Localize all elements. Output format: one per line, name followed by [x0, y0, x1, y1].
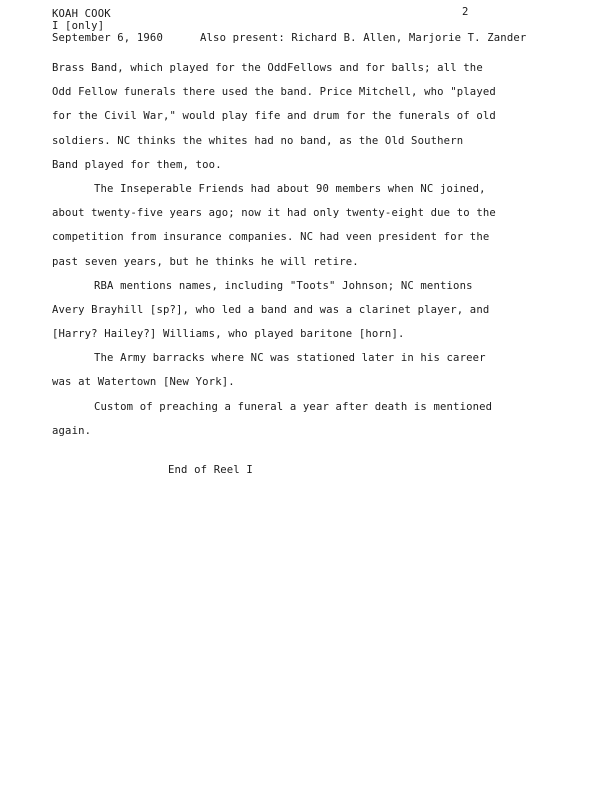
text-line: Avery Brayhill [sp?], who led a band and was a clarinet player, and — [52, 303, 490, 316]
text-line: The Inseperable Friends had about 90 members when NC joined, — [94, 182, 486, 195]
text-line: Band played for them, too. — [52, 158, 222, 171]
also-present: Also present: Richard B. Allen, Marjorie T. Zander — [200, 32, 527, 44]
text-line: [Harry? Hailey?] Williams, who played baritone [horn]. — [52, 328, 405, 341]
paragraph — [52, 177, 552, 274]
text-line: Custom of preaching a funeral a year after death is mentioned — [94, 400, 493, 413]
interview-date: September 6, 1960 — [52, 32, 163, 44]
paragraph — [52, 274, 552, 347]
paragraph — [52, 56, 552, 177]
text-line: about twenty-five years ago; now it had only twenty-eight due to the — [52, 207, 496, 220]
text-line: was at Watertown [New York]. — [52, 376, 235, 389]
paragraph — [52, 395, 552, 443]
interviewee-name: KOAH COOK — [52, 8, 111, 20]
text-line: The Army barracks where NC was stationed later in his career — [94, 352, 486, 365]
text-line: for the Civil War," would play fife and drum for the funerals of old — [52, 110, 496, 123]
transcript-body — [52, 56, 552, 443]
page-number: 2 — [462, 6, 469, 18]
text-line: Brass Band, which played for the OddFellows and for balls; all the — [52, 62, 483, 74]
text-line: RBA mentions names, including "Toots" Johnson; NC mentions — [94, 279, 473, 292]
text-line: soldiers. NC thinks the whites had no band, as the Old Southern — [52, 134, 464, 147]
end-of-reel: End of Reel I — [168, 464, 253, 476]
date-line — [52, 32, 526, 44]
text-line: past seven years, but he thinks he will retire. — [52, 255, 359, 268]
text-line: Odd Fellow funerals there used the band. Price Mitchell, who "played — [52, 86, 496, 99]
paragraph — [52, 346, 552, 394]
reel-label: I [only] — [52, 20, 105, 32]
text-line: competition from insurance companies. NC had veen president for the — [52, 231, 490, 244]
text-line: again. — [52, 424, 92, 437]
